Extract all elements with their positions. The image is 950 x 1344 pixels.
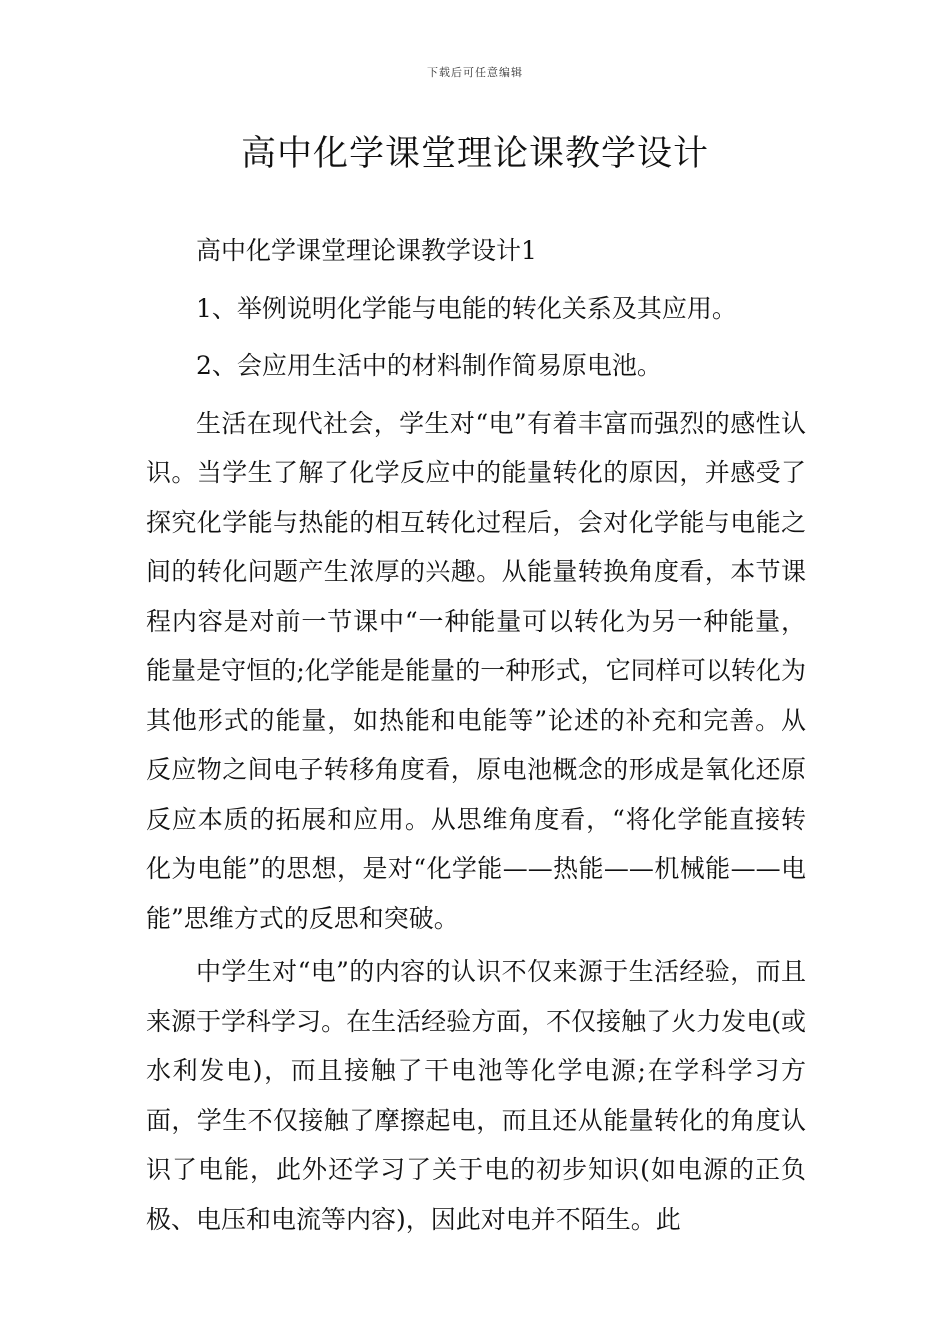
objective-item-1: 1、举例说明化学能与电能的转化关系及其应用。	[196, 293, 737, 323]
body-paragraph-1: 生活在现代社会，学生对“电”有着丰富而强烈的感性认识。当学生了解了化学反应中的能量转化的原因，并感受了探究化学能与热能的相互转化过程后，会对化学能与电能之间的转化问题产生浓厚的兴趣。从能量转换角度看，本节课程内容是对前一节课中“一种能量可以转化为另一种能量，能量是守恒的;化学能是能量的一种形式，它同样可以转化为其他形式的能量，如热能和电能等”论述的补充和完善。从反应物之间电子转移角度看，原电池概念的形成是氧化还原反应本质的拓展和应用。从思维角度看，“将化学能直接转化为电能”的思想，是对“化学能——热能——机械能——电能”思维方式的反思和突破。	[146, 408, 806, 933]
header-note: 下载后可任意编辑	[427, 66, 523, 79]
objective-item-2: 2、会应用生活中的材料制作简易原电池。	[196, 351, 662, 380]
section-heading: 高中化学课堂理论课教学设计1	[196, 236, 537, 265]
body-paragraph-2: 中学生对“电”的内容的认识不仅来源于生活经验，而且来源于学科学习。在生活经验方面，不仅接触了火力发电(或水利发电)，而且接触了干电池等化学电源;在学科学习方面，学生不仅接触了摩擦起电，而且还从能量转化的角度认识了电能，此外还学习了关于电的初步知识(如电源的正负极、电压和电流等内容)，因此对电并不陌生。此	[146, 957, 806, 1234]
document-title: 高中化学课堂理论课教学设计	[240, 134, 709, 174]
document-body	[146, 226, 806, 1248]
